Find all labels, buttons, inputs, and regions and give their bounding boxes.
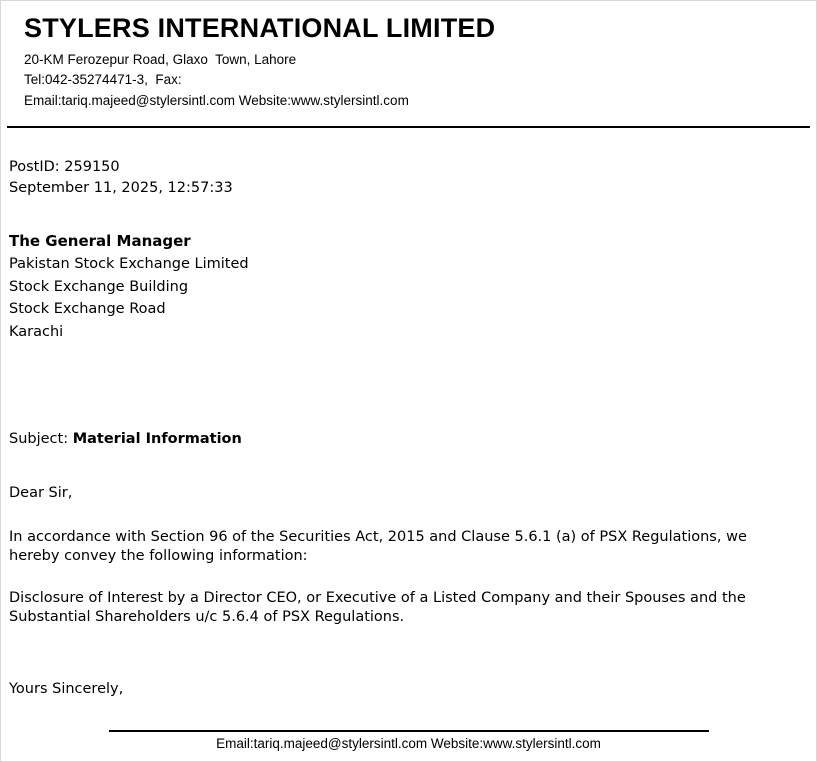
addressee-block bbox=[9, 231, 806, 343]
post-id: PostID: 259150 bbox=[9, 158, 120, 175]
footer-divider bbox=[109, 730, 709, 732]
letterhead bbox=[1, 1, 816, 117]
header-divider bbox=[7, 126, 810, 128]
addressee-title: The General Manager bbox=[9, 231, 191, 250]
subject-label: Subject: bbox=[9, 431, 73, 448]
post-datetime: September 11, 2025, 12:57:33 bbox=[9, 180, 233, 197]
addressee-line-4: Karachi bbox=[9, 323, 64, 340]
addressee-line-1: Pakistan Stock Exchange Limited bbox=[9, 256, 249, 273]
paragraph-1: In accordance with Section 96 of the Securities Act, 2015 and Clause 5.6.1 (a) of PSX Regulations, we hereby convey the following information: bbox=[9, 528, 747, 565]
post-meta bbox=[9, 158, 806, 199]
subject-line bbox=[9, 430, 806, 450]
company-address: 20-KM Ferozepur Road, Glaxo Town, Lahore bbox=[24, 52, 297, 68]
addressee-line-2: Stock Exchange Building bbox=[9, 278, 189, 295]
document-body bbox=[1, 158, 816, 700]
company-name: STYLERS INTERNATIONAL LIMITED bbox=[24, 13, 496, 43]
footer bbox=[1, 730, 816, 751]
addressee-line-3: Stock Exchange Road bbox=[9, 301, 166, 318]
paragraph-2: Disclosure of Interest by a Director CEO, or Executive of a Listed Company and their Spouses and the Substantial Shareholders u/c 5.6.4 of PSX Regulations. bbox=[9, 589, 746, 626]
subject-value: Material Information bbox=[72, 431, 242, 448]
footer-contact: Email:tariq.majeed@stylersintl.com Website:www.stylersintl.com bbox=[216, 736, 601, 751]
salutation: Dear Sir, bbox=[9, 484, 73, 501]
company-phone: Tel:042-35274471-3, Fax: bbox=[24, 72, 182, 88]
closing: Yours Sincerely, bbox=[9, 680, 124, 697]
company-contact: Email:tariq.majeed@stylersintl.com Website:www.stylersintl.com bbox=[24, 92, 409, 108]
